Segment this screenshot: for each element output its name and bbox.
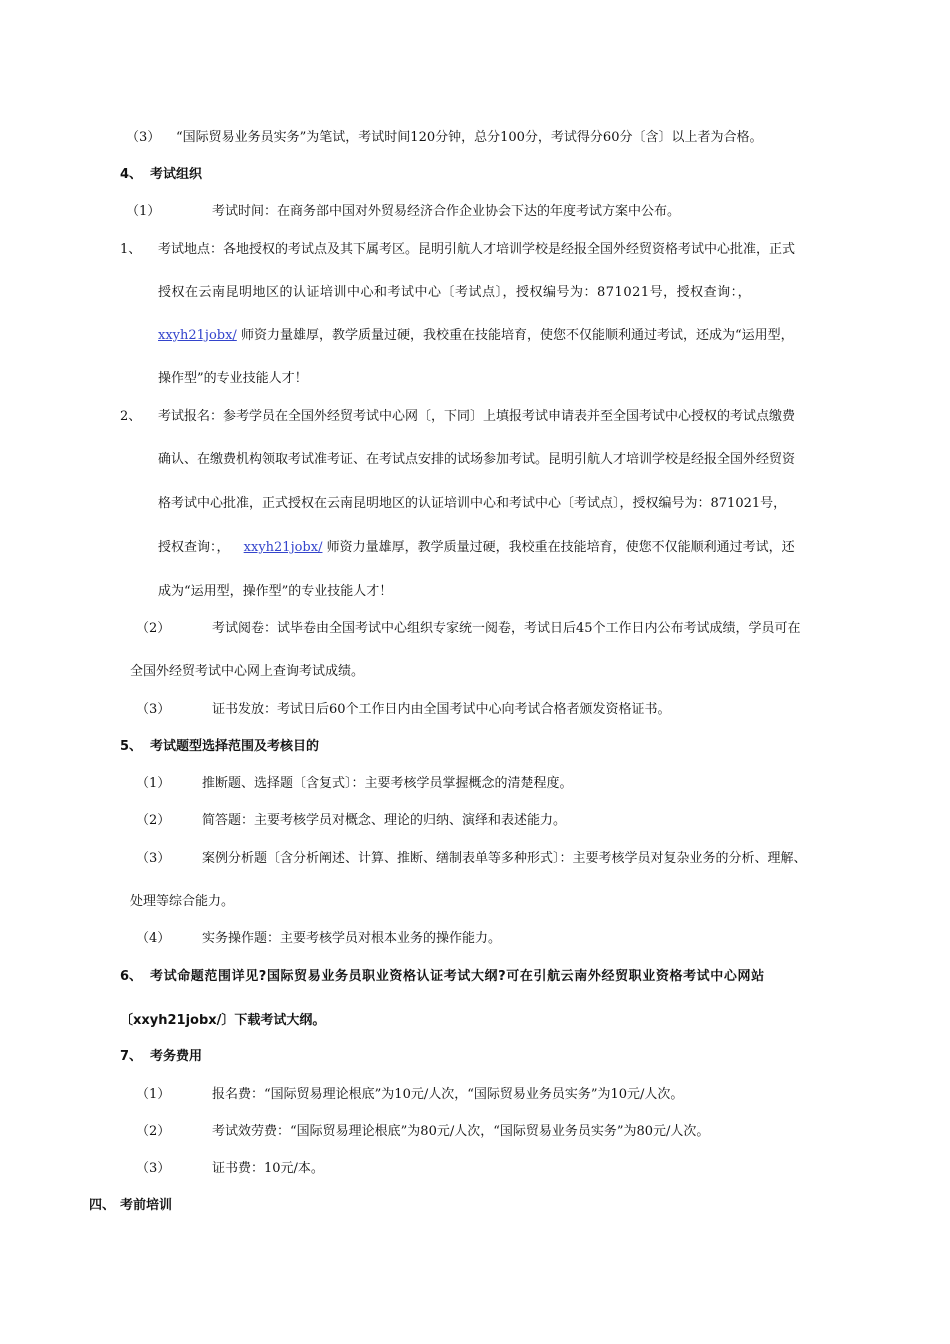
paragraph-text: 简答题：主要考核学员对概念、理论的归纳、演绎和表述能力。 (202, 813, 567, 828)
section-heading: 考试命题范围详见?国际贸易业务员职业资格认证考试大纲?可在引航云南外经贸职业资格考试中心网站 (150, 969, 765, 984)
paragraph-text: 授权在云南昆明地区的认证培训中心和考试中心〔考试点〕，授权编号为：871021号，授权查询：， (158, 285, 752, 300)
item-number: （2） (136, 621, 171, 636)
paragraph-text: 授权查询：， (158, 540, 230, 555)
section-heading: 考试题型选择范围及考核目的 (150, 739, 320, 754)
item-number: （3） (136, 702, 171, 717)
paragraph-text: 实务操作题：主要考核学员对根本业务的操作能力。 (202, 931, 502, 946)
section-number: 7、 (120, 1049, 143, 1064)
item-number: （2） (136, 813, 171, 828)
section-number: 5、 (120, 739, 143, 754)
paragraph-text: 师资力量雄厚，教学质量过硬，我校重在技能培育，使您不仅能顺利通过考试，还成为“运用型， (236, 328, 794, 343)
paragraph-text: 推断题、选择题〔含复式〕：主要考核学员掌握概念的清楚程度。 (202, 776, 573, 791)
item-number: （2） (136, 1124, 171, 1139)
paragraph-text: 考试效劳费：“国际贸易理论根底”为80元/人次，“国际贸易业务员实务”为80元/人次。 (212, 1124, 710, 1139)
section-heading: 〔xxyh21jobx/〕下载考试大纲。 (120, 1013, 326, 1028)
paragraph-text: 确认、在缴费机构领取考试准考证、在考试点安排的试场参加考试。昆明引航人才培训学校是经报全国外经贸资 (158, 452, 796, 467)
item-number: （3） (136, 851, 171, 866)
section-heading: 考务费用 (150, 1049, 203, 1064)
item-number: （1） (136, 1087, 171, 1102)
paragraph-text: 师资力量雄厚，教学质量过硬，我校重在技能培育，使您不仅能顺利通过考试，还 (322, 540, 795, 555)
link-xxyh21jobx[interactable]: xxyh21jobx/ (158, 328, 237, 343)
item-number: （1） (126, 204, 161, 219)
section-number: 4、 (120, 167, 143, 182)
item-number: （4） (136, 931, 171, 946)
paragraph-text: 考试时间：在商务部中国对外贸易经济合作企业协会下达的年度考试方案中公布。 (212, 204, 681, 219)
chapter-heading: 考前培训 (120, 1198, 173, 1213)
paragraph-line (158, 539, 795, 557)
item-number: 1、 (120, 242, 142, 257)
paragraph-text: 考试地点：各地授权的考试点及其下属考区。昆明引航人才培训学校是经报全国外经贸资格考试中心批准，正式 (158, 242, 796, 257)
paragraph-text: 格考试中心批准，正式授权在云南昆明地区的认证培训中心和考试中心〔考试点〕，授权编号为：871021号， (158, 496, 787, 511)
paragraph-text: 案例分析题〔含分析阐述、计算、推断、缮制表单等多种形式〕：主要考核学员对复杂业务的分析、理解、 (202, 851, 807, 866)
paragraph-text: 考试阅卷：试毕卷由全国考试中心组织专家统一阅卷，考试日后45个工作日内公布考试成绩，学员可在 (212, 621, 801, 636)
paragraph-text: 操作型”的专业技能人才！ (158, 371, 308, 386)
paragraph-text: 证书费：10元/本。 (212, 1161, 324, 1176)
paragraph-text: 处理等综合能力。 (130, 894, 235, 909)
chapter-number: 四、 (89, 1198, 116, 1213)
section-heading: 考试组织 (150, 167, 203, 182)
section-number: 6、 (120, 969, 143, 984)
paragraph-text: 全国外经贸考试中心网上查询考试成绩。 (130, 664, 365, 679)
paragraph-text: “国际贸易业务员实务”为笔试，考试时间120分钟，总分100分，考试得分60分〔含〕以上者为合格。 (176, 130, 763, 145)
item-number: （1） (136, 776, 171, 791)
paragraph-text: 成为“运用型，操作型”的专业技能人才！ (158, 584, 393, 599)
paragraph-text: 证书发放：考试日后60个工作日内由全国考试中心向考试合格者颁发资格证书。 (212, 702, 671, 717)
item-number: 2、 (120, 409, 142, 424)
item-number: （3） (126, 130, 161, 145)
link-xxyh21jobx[interactable]: xxyh21jobx/ (243, 540, 323, 555)
item-number: （3） (136, 1161, 171, 1176)
paragraph-text: 考试报名：参考学员在全国外经贸考试中心网〔，下同〕上填报考试申请表并至全国考试中心授权的考试点缴费 (158, 409, 796, 424)
paragraph-line (158, 327, 794, 345)
paragraph-text: 报名费：“国际贸易理论根底”为10元/人次，“国际贸易业务员实务”为10元/人次。 (212, 1087, 684, 1102)
